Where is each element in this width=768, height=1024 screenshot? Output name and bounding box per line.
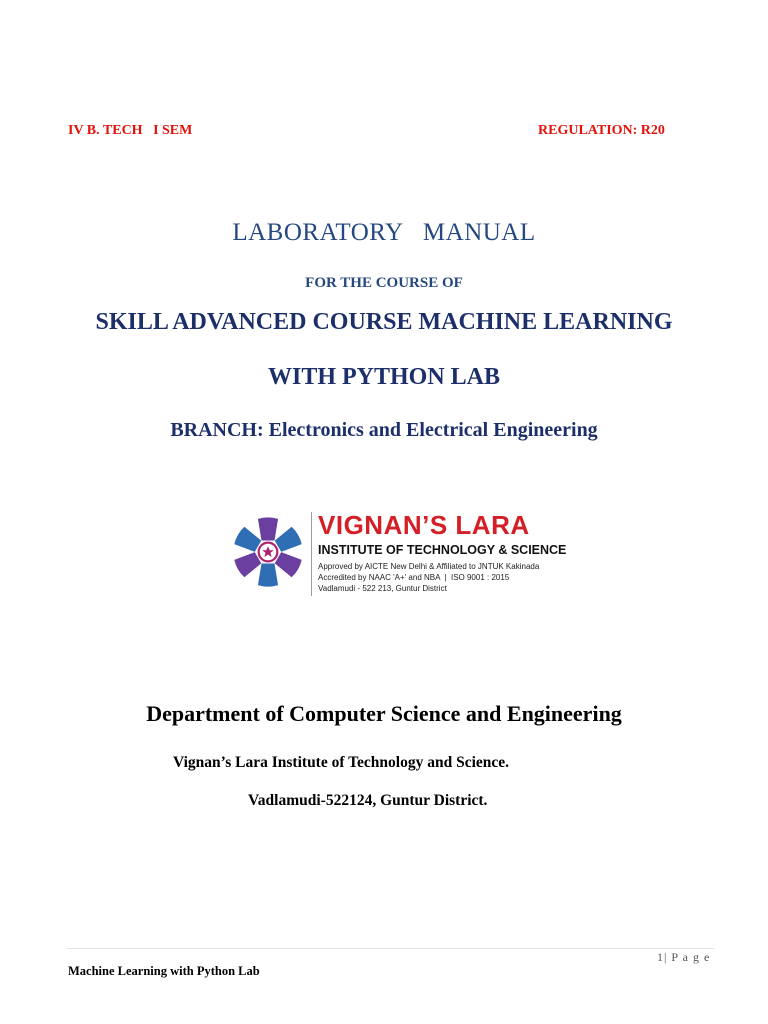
logo-divider <box>311 512 312 596</box>
page-number: 1| P a g e <box>657 950 711 964</box>
institute-emblem-icon <box>232 514 304 590</box>
logo-institute-subtitle: INSTITUTE OF TECHNOLOGY & SCIENCE <box>318 543 567 557</box>
regulation-label: REGULATION: R20 <box>538 123 665 138</box>
manual-title: LABORATORY MANUAL <box>232 219 536 246</box>
logo-approval-text: Approved by AICTE New Delhi & Affiliated to JNTUK Kakinada <box>318 562 540 571</box>
course-title-line-1: SKILL ADVANCED COURSE MACHINE LEARNING <box>95 309 673 335</box>
institute-logo <box>232 508 567 600</box>
department-name: Department of Computer Science and Engineering <box>146 701 622 726</box>
branch-label: BRANCH: Electronics and Electrical Engineering <box>170 419 598 441</box>
logo-institute-name: VIGNAN’S LARA <box>318 510 530 540</box>
course-title-line-2: WITH PYTHON LAB <box>267 364 501 390</box>
logo-accreditation-text: Accredited by NAAC 'A+' and NBA | ISO 9001 : 2015 <box>318 573 510 582</box>
for-course-label: FOR THE COURSE OF <box>305 275 463 291</box>
institute-address: Vadlamudi-522124, Guntur District. <box>248 792 488 809</box>
footer-title: Machine Learning with Python Lab <box>68 964 260 978</box>
institute-name: Vignan’s Lara Institute of Technology and Science. <box>173 754 510 771</box>
semester-label: IV B. TECH I SEM <box>68 123 193 138</box>
footer-divider <box>66 948 714 949</box>
logo-location-text: Vadlamudi - 522 213, Guntur District <box>318 584 447 593</box>
